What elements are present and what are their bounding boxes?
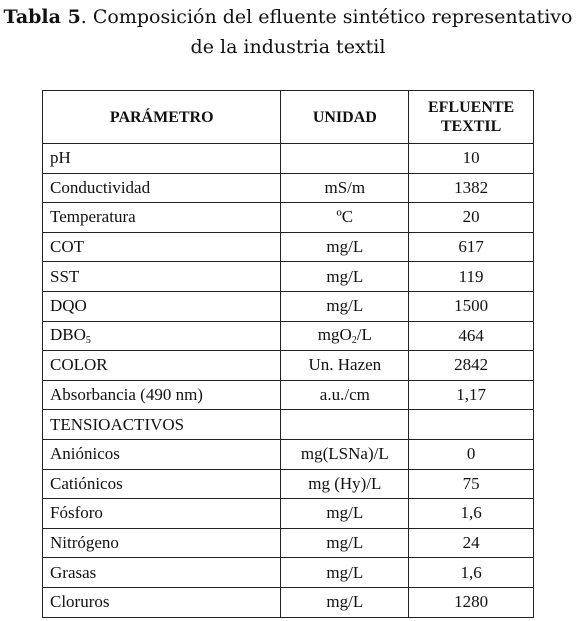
unit-text: mgO xyxy=(317,325,352,345)
unit-cell: mg/L xyxy=(281,262,409,292)
table-row xyxy=(43,469,534,499)
unit-cell: mg/L xyxy=(281,558,409,588)
value-cell: 1,17 xyxy=(409,380,534,410)
table-row xyxy=(43,262,534,292)
table-row xyxy=(43,203,534,233)
value-cell: 24 xyxy=(409,528,534,558)
value-cell: 0 xyxy=(409,439,534,469)
value-cell: 617 xyxy=(409,232,534,262)
unit-cell: ºC xyxy=(281,203,409,233)
value-cell: 464 xyxy=(409,321,534,351)
unit-cell xyxy=(281,144,409,174)
table-row xyxy=(43,528,534,558)
table-row xyxy=(43,558,534,588)
unit-cell: mg/L xyxy=(281,528,409,558)
param-cell xyxy=(43,321,281,351)
param-cell: COLOR xyxy=(43,351,281,381)
table-caption xyxy=(0,2,576,62)
param-text: DBO xyxy=(50,325,86,345)
caption-text-1: . Composición del efluente sintético representativo xyxy=(80,6,573,28)
table-header-row xyxy=(43,91,534,144)
table-row xyxy=(43,351,534,381)
unit-cell: mg (Hy)/L xyxy=(281,469,409,499)
value-cell: 10 xyxy=(409,144,534,174)
header-efluente-textil xyxy=(409,91,534,144)
value-cell: 2842 xyxy=(409,351,534,381)
value-cell: 20 xyxy=(409,203,534,233)
param-subscript: 5 xyxy=(85,335,91,347)
value-cell: 119 xyxy=(409,262,534,292)
value-cell: 1280 xyxy=(409,587,534,617)
unit-cell: Un. Hazen xyxy=(281,351,409,381)
param-cell: Fósforo xyxy=(43,499,281,529)
value-cell xyxy=(409,410,534,440)
unit-cell: a.u./cm xyxy=(281,380,409,410)
param-cell: Nitrógeno xyxy=(43,528,281,558)
table-row xyxy=(43,410,534,440)
param-cell: COT xyxy=(43,232,281,262)
param-cell: Cloruros xyxy=(43,587,281,617)
table-row xyxy=(43,321,534,351)
header-unidad: UNIDAD xyxy=(281,91,409,144)
unit-cell: mg(LSNa)/L xyxy=(281,439,409,469)
param-cell: Aniónicos xyxy=(43,439,281,469)
table-row xyxy=(43,439,534,469)
param-cell: pH xyxy=(43,144,281,174)
unit-suffix: /L xyxy=(356,325,372,345)
unit-cell xyxy=(281,321,409,351)
table-row xyxy=(43,380,534,410)
unit-cell: mg/L xyxy=(281,291,409,321)
param-cell: DQO xyxy=(43,291,281,321)
value-cell: 75 xyxy=(409,469,534,499)
param-cell: TENSIOACTIVOS xyxy=(43,410,281,440)
caption-line-1 xyxy=(0,2,576,32)
composition-table xyxy=(42,90,534,618)
value-cell: 1500 xyxy=(409,291,534,321)
value-cell: 1382 xyxy=(409,173,534,203)
unit-cell: mg/L xyxy=(281,232,409,262)
param-cell: SST xyxy=(43,262,281,292)
header-textil: TEXTIL xyxy=(440,118,502,135)
unit-cell: mS/m xyxy=(281,173,409,203)
param-cell: Catiónicos xyxy=(43,469,281,499)
table-row xyxy=(43,291,534,321)
table-row xyxy=(43,499,534,529)
param-cell: Conductividad xyxy=(43,173,281,203)
caption-label: Tabla 5 xyxy=(3,6,81,28)
table-row xyxy=(43,232,534,262)
header-efluente: EFLUENTE xyxy=(427,99,515,116)
unit-subscript: 2 xyxy=(351,335,357,347)
unit-cell: mg/L xyxy=(281,587,409,617)
table-row xyxy=(43,144,534,174)
unit-cell xyxy=(281,410,409,440)
param-cell: Grasas xyxy=(43,558,281,588)
table-row xyxy=(43,587,534,617)
table-row xyxy=(43,173,534,203)
param-cell: Temperatura xyxy=(43,203,281,233)
value-cell: 1,6 xyxy=(409,499,534,529)
header-parametro: PARÁMETRO xyxy=(43,91,281,144)
value-cell: 1,6 xyxy=(409,558,534,588)
unit-cell: mg/L xyxy=(281,499,409,529)
param-cell: Absorbancia (490 nm) xyxy=(43,380,281,410)
caption-text-2: de la industria textil xyxy=(190,36,386,58)
